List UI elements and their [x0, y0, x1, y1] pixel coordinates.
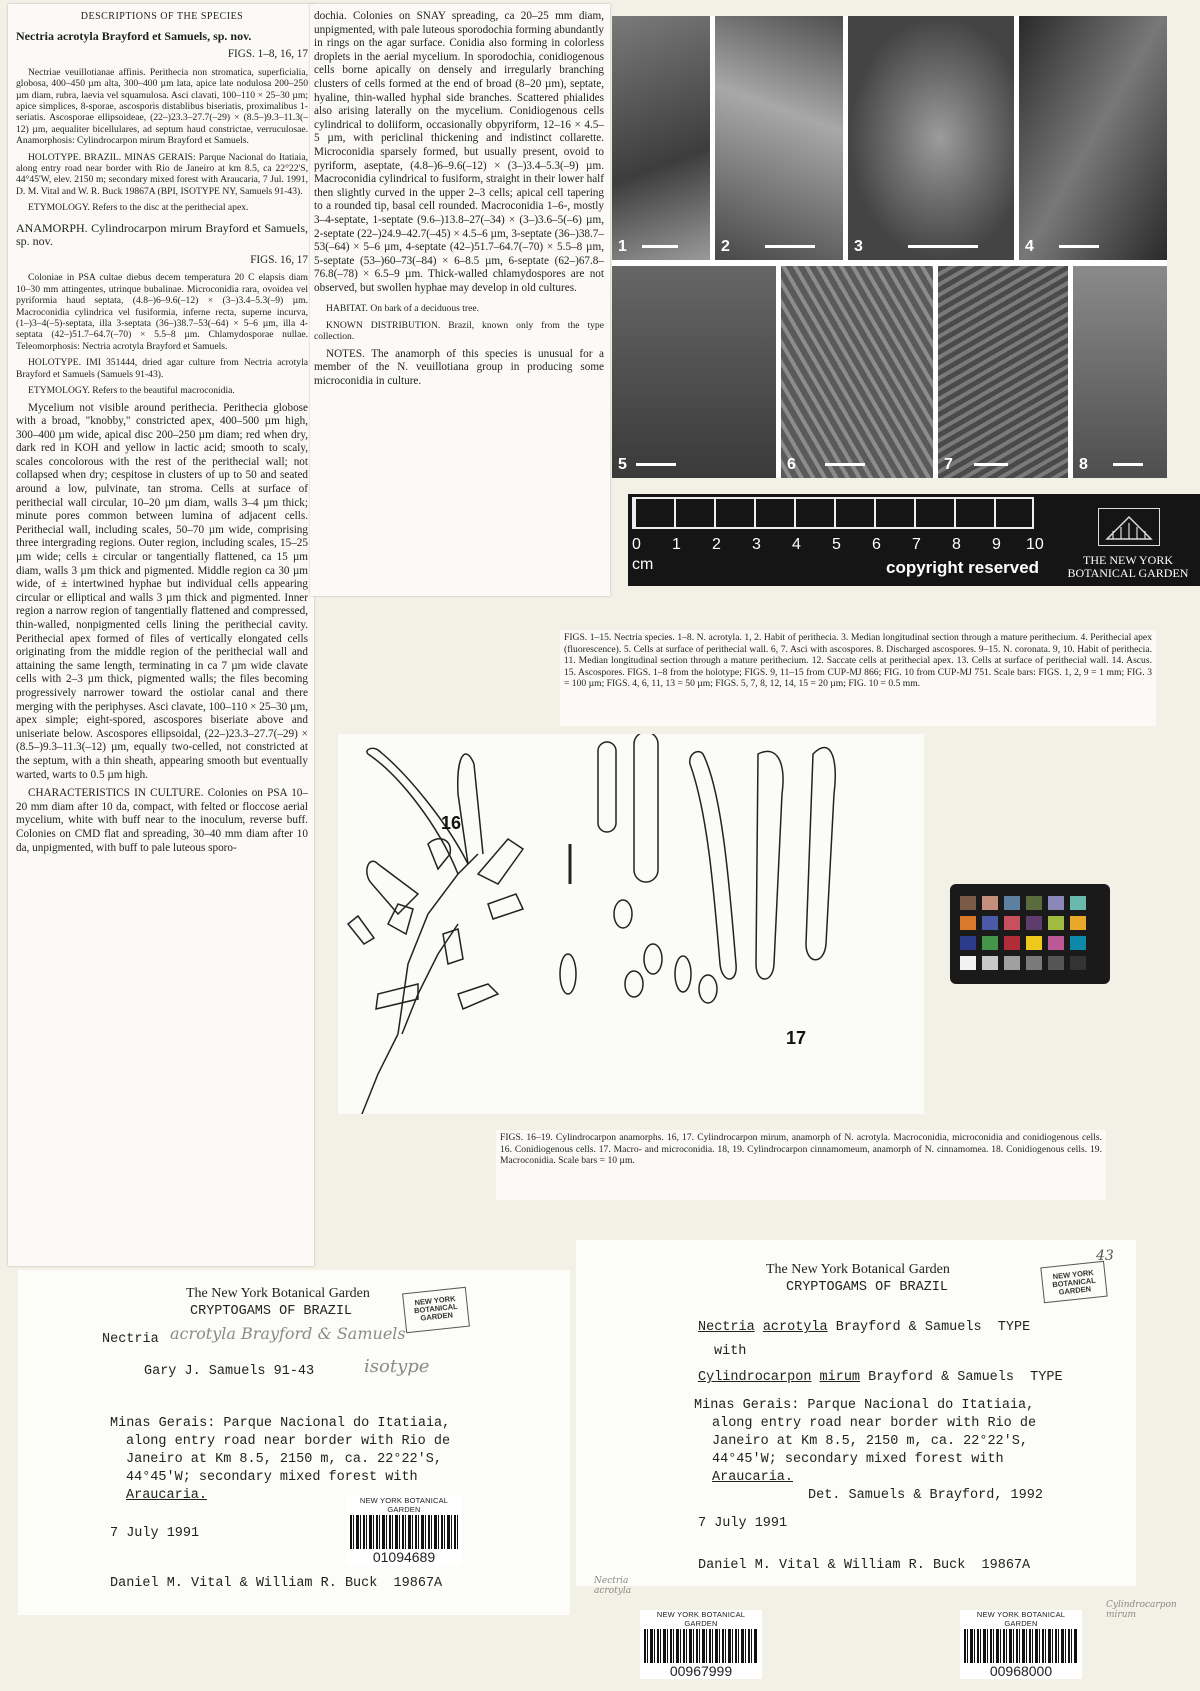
barcode-nectria-note: Nectria acrotyla — [594, 1576, 632, 1596]
label-left-locality-4: 44°45'W; secondary mixed forest with — [126, 1470, 418, 1485]
ruler-unit: cm — [632, 556, 654, 573]
label-left-handwritten-epithet: acrotyla Brayford & Samuels — [170, 1324, 406, 1343]
figure-17-label: 17 — [786, 1028, 807, 1048]
etymology-text-anamorph: ETYMOLOGY. Refers to the beautiful macroconidia. — [28, 385, 235, 397]
label-right-collectors: Daniel M. Vital & William R. Buck 19867A — [698, 1558, 1031, 1573]
figure-16-label: 16 — [441, 813, 462, 833]
label-right-line-3: Cylindrocarpon mirum Brayford & Samuels TYPE — [698, 1370, 1063, 1385]
paper-column-2 — [314, 10, 604, 393]
description-body: Mycelium not visible around perithecia. Perithecia globose with a broad, "knobby," constricted apex, 400–500 µm high, 300–400 µm wide, apical disc 200–250 µm diam; red when dry, dark red in KOH and yellow in lactic acid; smooth to scaly, scales concolorous with the rest of the perithecial wall; not collapsed when dry; cespitose in clusters of up to 50 and seated around a low, pulvinate, tan stroma. Cells at surface of perithecial wall circular, 10–20 µm diam, walls 3–4 µm thick; minute pores common between lumina of adjacent cells. Perithecial wall, including scales, 50–70 µm wide, comprising three intergrading regions. Outer region, including scales, 15–25 µm wide; cells ± circular or tangentially flattened, ca 15 µm diam, walls 3 µm thick and pigmented. Middle region ca 30 µm wide, of ± intertwined hyphae but individual cells appearing circular or elliptical and walls 3 µm thick and pigmented. Inner region a narrow region of tangentially flattened and compressed, thin-walled, nonpigmented cells lining the perithecial cavity. Perithecial apex formed of files of vertically elongated cells originating from the middle region of the perithecial wall and attaining the same length, terminating in ca 7 µm wide clavate cells with 2–3 µm thick, pigmented walls; the files becoming progressively narrower toward the ostiolar canal and there merging with the periphyses. Asci clavate, 100–110 × 25–30 µm, apex simple; eight-spored, ascospores biseriate above and uniseriate below. Ascospores ellipsoidal, (22–)23.3–27.7(–29) × (8.5–)9.3–11.3(–12) µm, equally two-celled, not constricted at the septum, with a thin sheath, appearing smooth but eventually warted, warts to 0.5 µm high. — [16, 401, 308, 781]
species-title: Nectria acrotyla Brayford et Samuels, sp. nov. — [16, 28, 252, 43]
photo-6: 6 — [781, 266, 933, 478]
specimen-label-right — [576, 1240, 1136, 1586]
label-right-date: 7 July 1991 — [698, 1516, 788, 1531]
label-right-locality-5: Araucaria. — [712, 1470, 794, 1485]
label-right-line-2: with — [714, 1344, 747, 1359]
latin-diagnosis-anamorph: Coloniae in PSA cultae diebus decem temperatura 20 C elapsis diam 10–30 mm attingentes, utrinque bubalinae. Microconidia rara, ovoidea vel pyriformia haud septata, (4.8–)6–9.6(–12) × (3–)3.4–5.3(–9) µm. Macroconidia cylindrica vel fusiformia, inferne recta, superne incurva, (1–)3–4(–5)-septata, illa 3-septata (36–)38.7–53(–64) × 5–6 µm, illa 4-septata (42–)51.7–64.7(–70) × 5.5–8 µm. Chlamydosporae nullae. Teleomorphosis: Nectria acrotyla Brayford et Samuels. — [16, 272, 308, 352]
conidia-drawing — [338, 734, 924, 1114]
label-right-locality-2: along entry road near border with Rio de — [712, 1416, 1037, 1431]
etymology-text: ETYMOLOGY. Refers to the disc at the perithecial apex. — [28, 202, 249, 214]
paper-clipping-middle — [310, 4, 610, 596]
figure-caption-1-15: FIGS. 1–15. Nectria species. 1–8. N. acrotyla. 1, 2. Habit of perithecia. 3. Median longitudinal section through a mature perithecium. 4. Perithecial apex (fluorescence). 5. Cells at surface of perithecial wall. 6, 7. Asci with ascospores. 8. Discharged ascospores. 9–15. N. coronata. 9, 10. Habit of perithecia. 11. Median longitudinal section through a mature perithecium. 12. Saccate cells at perithecial apex. 13. Cells at surface of perithecial wall. 14. Ascus. 15. Ascospores. FIGS. 1–8 from the holotype; FIGS. 9, 11–15 from CUP-MJ 866; FIG. 10 from CUP-MJ 751. Scale bars: FIGS. 1, 2, 9 = 1 mm; FIG. 3 = 100 µm; FIGS. 4, 6, 11, 13 = 50 µm; FIGS. 5, 7, 8, 12, 14, 15 = 20 µm; FIG. 10 = 0.5 mm. — [560, 630, 1156, 726]
barcode-cylindrocarpon: NEW YORK BOTANICAL GARDEN 00968000 — [960, 1610, 1082, 1679]
label-right-locality-4: 44°45'W; secondary mixed forest with — [712, 1452, 1004, 1467]
label-right-institution: The New York Botanical Garden — [766, 1262, 950, 1277]
scale-ruler: 0 1 2 3 4 5 6 7 8 9 10 cm copyright reserved THE NEW YORK BOTANICAL GARDEN — [628, 494, 1200, 586]
copyright-text: copyright reserved — [886, 558, 1040, 577]
label-left-locality-1: Minas Gerais: Parque Nacional do Itatiaia, — [110, 1416, 451, 1431]
barcode-nectria: NEW YORK BOTANICAL GARDEN 00967999 — [640, 1610, 762, 1679]
label-right-locality-3: Janeiro at Km 8.5, 2150 m, ca. 22°22'S, — [712, 1434, 1028, 1449]
label-left-handwritten-status: isotype — [364, 1356, 430, 1377]
label-right-handwritten-corner: 43 — [1096, 1248, 1114, 1264]
photo-3: 3 — [848, 16, 1014, 260]
nybg-logo-icon — [1098, 508, 1160, 546]
distribution-text: KNOWN DISTRIBUTION. Brazil, known only from the type collection. — [314, 319, 604, 343]
culture-continued: dochia. Colonies on SNAY spreading, ca 20–25 mm diam, unpigmented, with pale luteous sporodochia forming abundantly in rings on the agar surface. Conidia also forming in colorless droplets in the aerial mycelium. In sporodochia, conidiogenous cells borne apically on densely and irregularly branching clusters of cells formed at the end of broad (8–20 µm), septate, hyaline, thin-walled hyphal side branches. Scattered phialides also arising laterally on the mycelium. Conidiogenous cells cylindrical to doliiform, occasionally obpyriform, 12–16 × 4.5–5 µm, with periclinal thickening and indistinct collarette. Microconidia sparsely formed, but usually present, ovoid to pyriform, aseptate, (4.8–)6–9.6(–12) × (3–)3.4–5.3(–9) µm. Macroconidia cylindrical to fusiform, straight in their lower half then slightly curved in the upper 2–3 cells; apical cell tapering to a rounded tip, basal cell rounded. Macroconidia 1–6-, mostly 3–4-septate, 1-septate (9.6–)13.8–27(–34) × (3–)3.6–5(–6) µm, 2-septate (22–)24.9–42.7(–45) × 4.5–6 µm, 3-septate (36–)38.7–53(–64) × 5–6 µm, 4-septate (42–)51.7–64.7(–70) × 5.5–8 µm, 5-septate (53–)60–73(–84) × 6–8.5 µm, 6-septate (62–)67.8–76.8(–78) × 6.5–9 µm. Thick-walled chlamydospores are not observed, but swollen hyphae may develop in old cultures. — [314, 10, 604, 294]
label-left-stamp: NEW YORK BOTANICAL GARDEN — [402, 1287, 470, 1333]
label-left-date: 7 July 1991 — [110, 1526, 200, 1541]
photo-8: 8 — [1073, 266, 1167, 478]
barcode-cylindrocarpon-note: Cylindrocarpon mirum — [1106, 1600, 1177, 1620]
label-right-project: CRYPTOGAMS OF BRAZIL — [786, 1280, 949, 1295]
holotype-text: HOLOTYPE. BRAZIL. MINAS GERAIS: Parque Nacional do Itatiaia, along entry road near border with Rio de Janeiro at km 8.5, ca 22°22'S, 44°45'W, elev. 2150 m; secondary mixed forest with Araucaria, 7 Jul. 1991, D. M. Vital and W. R. Buck 19867A (BPI, ISOTYPE NY, Samuels 91-43). — [16, 151, 308, 197]
paper-column-1 — [16, 10, 308, 860]
habitat-text: HABITAT. On bark of a deciduous tree. — [326, 303, 480, 315]
ruler-ticks — [632, 497, 1034, 529]
label-right-stamp: NEW YORK BOTANICAL GARDEN — [1040, 1261, 1107, 1303]
notes-text: NOTES. The anamorph of this species is unusual for a member of the N. veuillotiana group in producing some microconidia in culture. — [314, 347, 604, 387]
label-left-locality-3: Janeiro at Km 8.5, 2150 m, ca. 22°22'S, — [126, 1452, 442, 1467]
label-left-project: CRYPTOGAMS OF BRAZIL — [190, 1304, 353, 1319]
line-drawing-figs-16-17 — [338, 734, 924, 1114]
photo-2: 2 — [715, 16, 843, 260]
ruler-institution: THE NEW YORK BOTANICAL GARDEN — [1067, 553, 1189, 580]
anamorph-figs: FIGS. 16, 17 — [250, 253, 308, 266]
label-left-collector-number: Gary J. Samuels 91-43 — [144, 1364, 315, 1379]
figure-caption-16-19: FIGS. 16–19. Cylindrocarpon anamorphs. 16, 17. Cylindrocarpon mirum, anamorph of N. acrotyla. Macroconidia, microconidia and conidiogenous cells. 16. Conidiogenous cells. 17. Macro- and microconidia. 18, 19. Cylindrocarpon cinnamomeum, anamorph of N. cinnamomea. 18. Conidiogenous cells. 19. Macroconidia. Scale bars = 10 µm. — [496, 1130, 1106, 1200]
photo-1: 1 — [612, 16, 710, 260]
latin-diagnosis: Nectriae veuillotianae affinis. Perithecia non stromatica, superficialia, globosa, 400–450 µm alta, 300–400 µm lata, apice late nodulosa 200–250 µm diam, rubra, laevia vel squamulosa. Asci clavati, 100–110 × 25–30 µm; apice simplices, 8-sporae, ascosporis distablibus biseriatis, proximalibus 1-seriatis. Ascosporae ellipsoideae, (22–)23.3–27.7(–29) × (8.5–)9.3–11.3(–12) µm, aequaliter bicellulares, ad septum haud constrictae, verruculosae. Anamorphosis: Cylindrocarpon mirum Brayford et Samuels. — [16, 66, 308, 147]
paper-clipping-left — [8, 4, 314, 1266]
label-left-locality-5: Araucaria. — [126, 1488, 208, 1503]
holotype-text-anamorph: HOLOTYPE. IMI 351444, dried agar culture from Nectria acrotyla Brayford et Samuels (Samuels 91-43). — [16, 357, 308, 380]
label-right-line-1: Nectria acrotyla Brayford & Samuels TYPE — [698, 1320, 1031, 1335]
section-header: DESCRIPTIONS OF THE SPECIES — [80, 11, 244, 22]
label-right-locality-1: Minas Gerais: Parque Nacional do Itatiaia, — [694, 1398, 1035, 1413]
color-calibration-card — [950, 884, 1110, 984]
label-left-institution: The New York Botanical Garden — [186, 1286, 370, 1301]
photo-7: 7 — [938, 266, 1068, 478]
specimen-label-left — [18, 1270, 570, 1615]
label-left-genus: Nectria — [102, 1332, 159, 1347]
photo-4: 4 — [1019, 16, 1167, 260]
label-left-barcode: NEW YORK BOTANICAL GARDEN 01094689 — [346, 1496, 462, 1565]
species-figs: FIGS. 1–8, 16, 17 — [227, 48, 308, 61]
label-left-collectors: Daniel M. Vital & William R. Buck 19867A — [110, 1576, 443, 1591]
culture-characteristics: CHARACTERISTICS IN CULTURE. Colonies on PSA 10–20 mm diam after 10 da, compact, with felted or floccose aerial mycelium, white with buff near to the inoculum, reverse buff. Colonies on CMD flat and spreading, 30–40 mm diam after 10 da, unpigmented, with buff to pale luteous sporo- — [16, 787, 308, 854]
label-left-locality-2: along entry road near border with Rio de — [126, 1434, 451, 1449]
label-right-determination: Det. Samuels & Brayford, 1992 — [808, 1488, 1043, 1503]
photo-plate — [612, 16, 1167, 478]
photo-5: 5 — [612, 266, 776, 478]
anamorph-title: ANAMORPH. Cylindrocarpon mirum Brayford et Samuels, sp. nov. — [16, 220, 308, 249]
